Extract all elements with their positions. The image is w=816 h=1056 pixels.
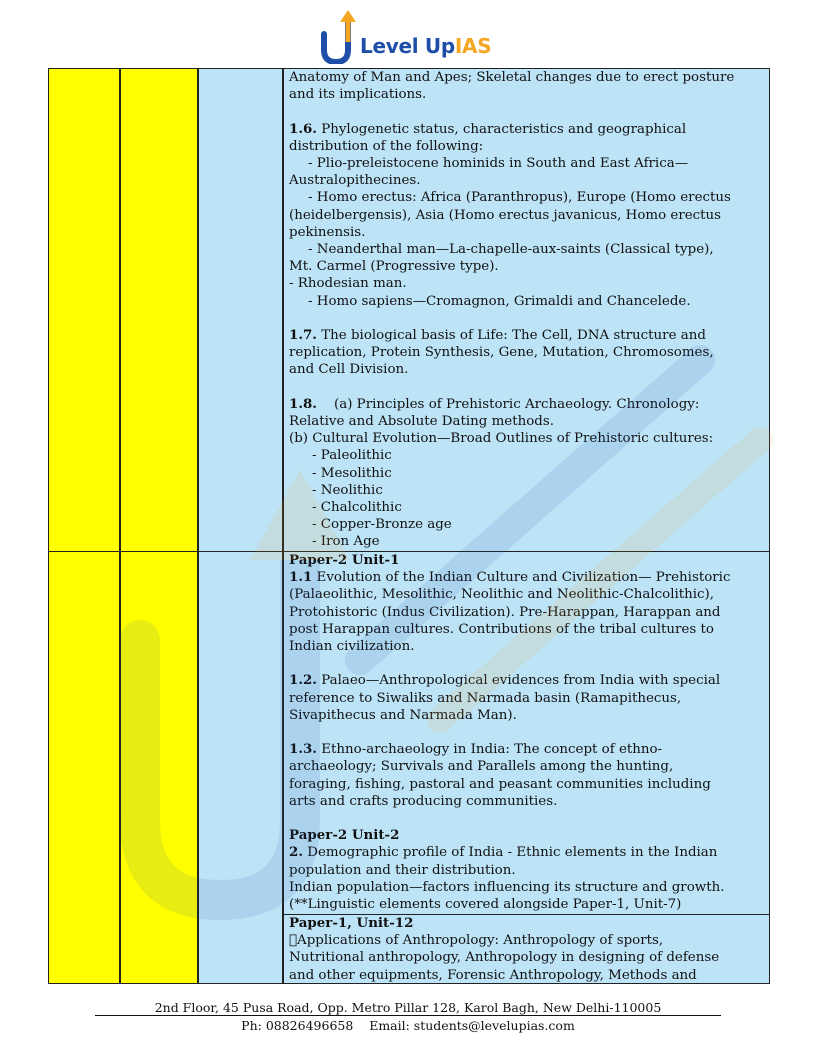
list-item: - Copper-Bronze age xyxy=(312,517,452,533)
list-item: (heidelbergensis), Asia (Homo erectus javanicus, Homo erectus xyxy=(289,207,722,223)
syllabus-cell-row2 xyxy=(289,552,765,913)
syllabus-cell-row1 xyxy=(289,69,765,551)
text-line: Relative and Absolute Dating methods. xyxy=(289,414,554,430)
text-line: and its implications. xyxy=(289,87,427,103)
logo-text xyxy=(360,34,491,58)
logo-text-ias: IAS xyxy=(454,34,492,58)
unit-heading: Paper-1, Unit-12 xyxy=(289,915,414,931)
footer-divider xyxy=(95,1015,721,1016)
section-number: 1.3. xyxy=(289,741,317,758)
section-number: 1.1 xyxy=(289,569,313,586)
list-item: - Neolithic xyxy=(312,482,383,498)
text-line: (**Linguistic elements covered alongside Paper-1, Unit-7) xyxy=(289,897,682,913)
list-item: - Plio-preleistocene hominids in South and East Africa— xyxy=(308,156,689,171)
text-line: Evolution of the Indian Culture and Civilization— Prehistoric xyxy=(312,570,731,586)
section-number: 1.7. xyxy=(289,327,317,344)
text-line: arts and crafts producing communities. xyxy=(289,793,558,809)
section-number: 2. xyxy=(289,844,303,861)
table-column-2 xyxy=(120,68,198,984)
text-line: reference to Siwaliks and Narmada basin (Ramapithecus, xyxy=(289,690,682,706)
list-item: pekinensis. xyxy=(289,224,366,240)
text-line: Anatomy of Man and Apes; Skeletal changes due to erect posture xyxy=(289,70,735,85)
section-number: 1.6. xyxy=(289,120,317,137)
table-column-3 xyxy=(198,68,283,984)
table-column-1 xyxy=(48,68,120,984)
text-line: archaeology; Survivals and Parallels among the hunting, xyxy=(289,759,674,775)
list-item: - Paleolithic xyxy=(312,448,392,464)
list-item: - Homo sapiens—Cromagnon, Grimaldi and Chancelede. xyxy=(308,293,691,309)
syllabus-cell-row3 xyxy=(289,915,765,984)
text-line: (b) Cultural Evolution—Broad Outlines of Prehistoric cultures: xyxy=(289,431,714,447)
list-item: Mt. Carmel (Progressive type). xyxy=(289,259,499,275)
text-line: Indian civilization. xyxy=(289,639,415,655)
logo-mark-icon xyxy=(318,8,362,64)
list-item: Australopithecines. xyxy=(289,173,421,189)
text-line: post Harappan cultures. Contributions of the tribal cultures to xyxy=(289,621,714,637)
list-item: - Chalcolithic xyxy=(312,500,402,516)
logo-text-level-up: Level Up xyxy=(360,34,455,58)
text-line: The biological basis of Life: The Cell, DNA structure and xyxy=(316,328,706,344)
section-number: 1.2. xyxy=(289,672,317,689)
syllabus-table xyxy=(48,68,770,984)
list-item: - Neanderthal man—La-chapelle-aux-saints (Classical type), xyxy=(308,242,714,258)
footer-address: 2nd Floor, 45 Pusa Road, Opp. Metro Pillar 128, Karol Bagh, New Delhi-110005 xyxy=(154,1000,662,1015)
list-item: - Iron Age xyxy=(312,534,380,550)
section-number: 1.8. xyxy=(289,395,317,412)
text-line: Protohistoric (Indus Civilization). Pre-Harappan, Harappan and xyxy=(289,604,721,620)
text-line: replication, Protein Synthesis, Gene, Mutation, Chromosomes, xyxy=(289,345,714,361)
text-line: Phylogenetic status, characteristics and geographical xyxy=(316,121,687,137)
list-item: - Mesolithic xyxy=(312,465,392,481)
text-line: Applications of Anthropology: Anthropology of sports, xyxy=(289,933,656,949)
text-line: Indian population—factors influencing its structure and growth. xyxy=(289,879,725,895)
text-line: (a) Principles of Prehistoric Archaeology. Chronology: xyxy=(316,396,700,412)
list-item: - Homo erectus: Africa (Paranthropus), Europe (Homo erectus xyxy=(308,190,731,206)
text-line: and other equipments, Forensic Anthropology, Methods and xyxy=(289,967,697,983)
unit-heading: Paper-2 Unit-1 xyxy=(289,552,400,568)
brand-logo xyxy=(318,8,508,64)
text-line: and Cell Division. xyxy=(289,362,409,378)
text-line: Nutritional anthropology, Anthropology in designing of defense xyxy=(289,950,720,966)
text-line: distribution of the following: xyxy=(289,138,484,154)
list-item: - Rhodesian man. xyxy=(289,276,407,292)
text-line: Demographic profile of India - Ethnic elements in the Indian xyxy=(302,845,718,861)
text-line: (Palaeolithic, Mesolithic, Neolithic and Neolithic-Chalcolithic), xyxy=(289,587,715,603)
footer-contact: Ph: 08826496658 Email: students@levelupias.com xyxy=(241,1018,575,1033)
text-line: population and their distribution. xyxy=(289,862,516,878)
text-line: Sivapithecus and Narmada Man). xyxy=(289,707,517,723)
unit-heading: Paper-2 Unit-2 xyxy=(289,827,400,844)
text-line: Palaeo—Anthropological evidences from India with special xyxy=(316,673,721,689)
text-line: foraging, fishing, pastoral and peasant communities including xyxy=(289,776,711,792)
text-line: Ethno-archaeology in India: The concept of ethno- xyxy=(316,742,663,758)
